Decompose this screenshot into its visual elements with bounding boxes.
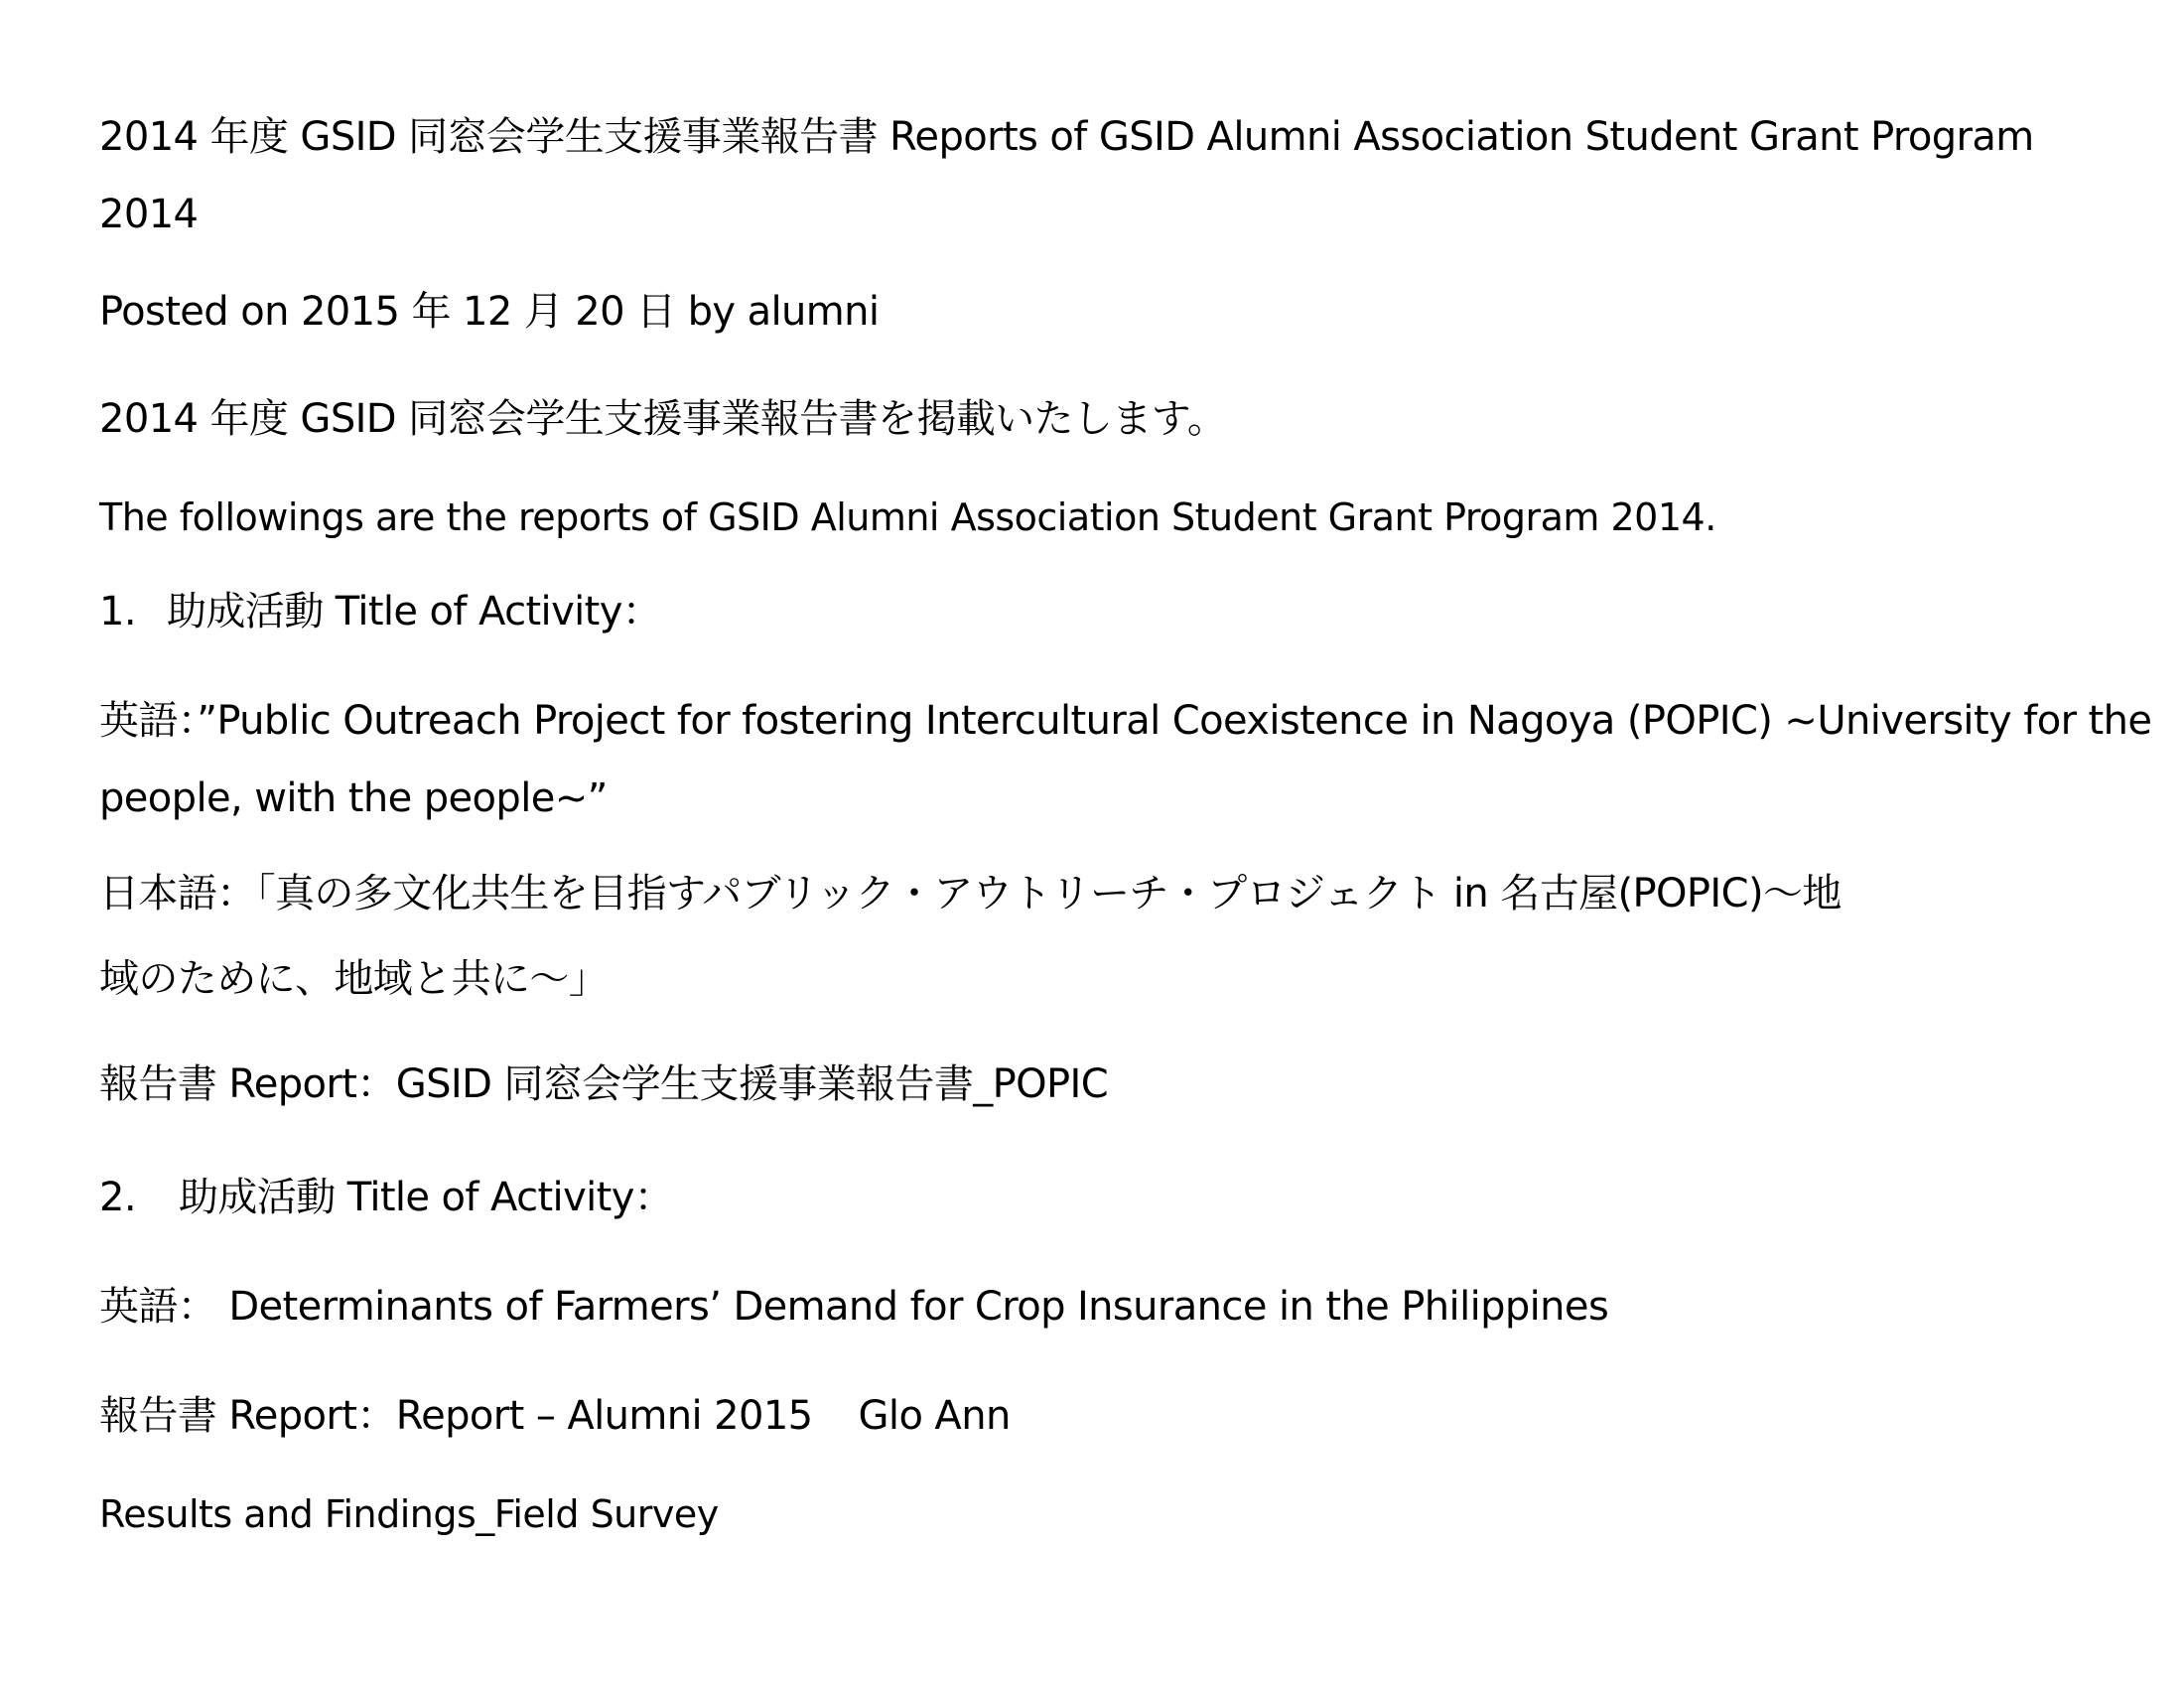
activity-2-report bbox=[99, 1393, 1011, 1439]
activity-1-english-line-1: 英語：”Public Outreach Project for fostering Intercultural Coexistence in Nagoya (POPIC) ~University for the bbox=[99, 698, 2152, 744]
intro-japanese: 2014 年度 GSID 同窓会学生支援事業報告書を掲載いたします。 bbox=[99, 396, 1227, 442]
activity-2-report-label: 報告書 Report： bbox=[99, 1393, 396, 1439]
activity-1-japanese-line-2: 域のために、地域と共に～」 bbox=[99, 956, 609, 1002]
activity-1-english-line-2: people, with the people~” bbox=[99, 775, 608, 821]
activity-2-report-link-3-anchor[interactable]: Results and Findings_Field Survey bbox=[99, 1492, 719, 1536]
activity-2-report-link-1[interactable]: Report – Alumni 2015 bbox=[395, 1393, 813, 1439]
activity-1-report bbox=[99, 1061, 1109, 1107]
activity-2-english-line-1: 英語： Determinants of Farmers’ Demand for Crop Insurance in the Philippines bbox=[99, 1284, 1609, 1330]
activity-2-number: 2. bbox=[99, 1175, 136, 1220]
activity-2-heading-text: 助成活動 Title of Activity： bbox=[179, 1175, 674, 1220]
post-title-line-2: 2014 bbox=[99, 192, 199, 237]
post-title-line-1: 2014 年度 GSID 同窓会学生支援事業報告書 Reports of GSID Alumni Association Student Grant Program bbox=[99, 114, 2034, 160]
activity-2-report-link-2[interactable]: Glo Ann bbox=[858, 1393, 1011, 1439]
activity-1-heading bbox=[99, 589, 662, 634]
activity-2-report-link-3 bbox=[99, 1492, 719, 1536]
activity-2-heading bbox=[99, 1175, 674, 1220]
activity-1-heading-text: 助成活動 Title of Activity： bbox=[167, 589, 662, 634]
activity-1-report-label: 報告書 Report： bbox=[99, 1061, 396, 1107]
activity-1-report-link[interactable]: GSID 同窓会学生支援事業報告書_POPIC bbox=[395, 1061, 1109, 1107]
intro-english: The followings are the reports of GSID Alumni Association Student Grant Program 2014. bbox=[99, 495, 1716, 539]
activity-1-number: 1. bbox=[99, 589, 136, 634]
activity-1-japanese-line-1: 日本語：「真の多文化共生を目指すパブリック・アウトリーチ・プロジェクト in 名古屋(POPIC)～地 bbox=[99, 871, 1842, 916]
post-meta: Posted on 2015 年 12 月 20 日 by alumni bbox=[99, 289, 880, 335]
